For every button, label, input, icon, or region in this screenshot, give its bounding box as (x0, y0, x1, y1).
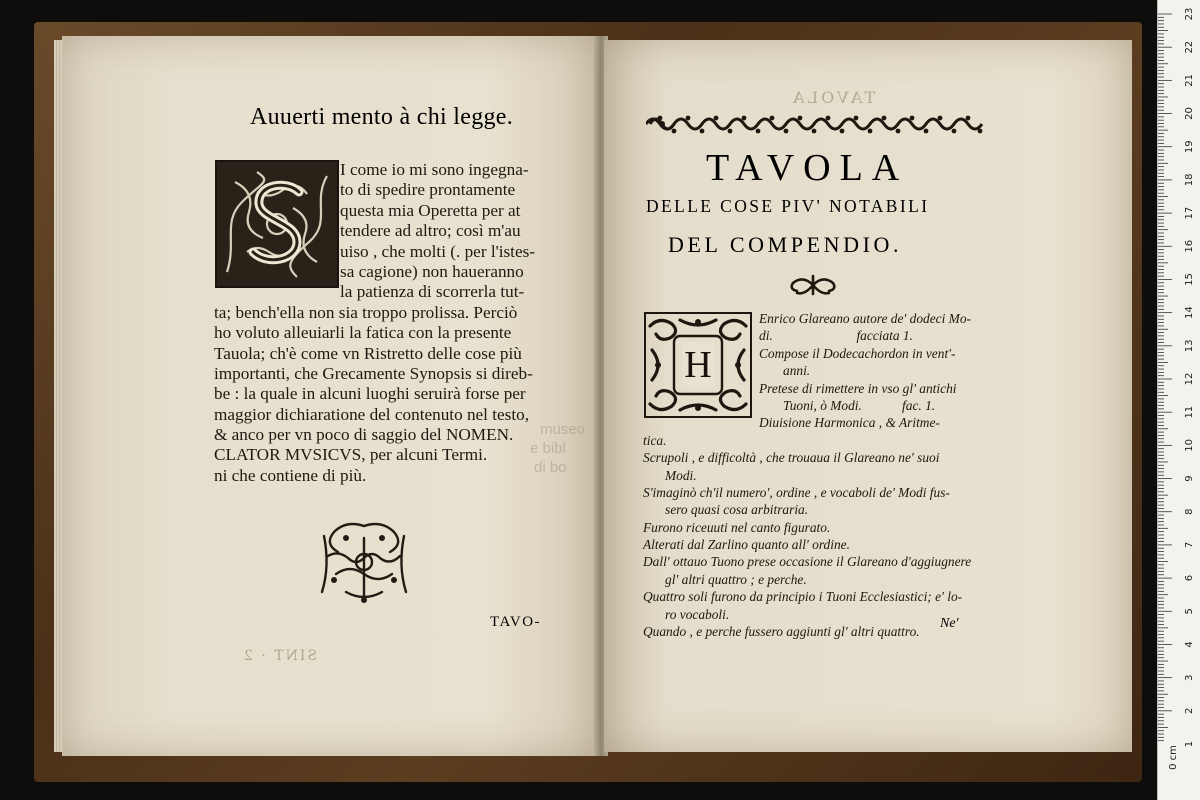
toc-line: ro vocaboli. (665, 606, 730, 622)
text-line: CLATOR MVSICVS, per alcuni Termi. (214, 445, 488, 465)
table-of-contents-entries (643, 310, 993, 640)
ruler-tick-label: 8 (1184, 508, 1195, 515)
text-line: & anco per vn poco di saggio del NOMEN. (214, 425, 514, 445)
toc-line: Diuisione Harmonica , & Aritme- (759, 415, 940, 431)
toc-line: tica. (643, 432, 667, 448)
ornamental-header-band (646, 112, 986, 136)
ruler-tick-label: 14 (1184, 306, 1195, 320)
ruler-tick-label: 4 (1184, 641, 1195, 648)
toc-line: di. facciata 1. (759, 328, 913, 344)
ruler-tick-label: 10 (1184, 438, 1195, 452)
toc-line: anni. (783, 363, 811, 379)
text-line: maggior dichiaratione del contenuto nel testo, (214, 404, 530, 424)
watermark-line: e bibl (530, 440, 566, 457)
toc-line: Alterati dal Zarlino quanto all' ordine. (643, 537, 850, 553)
watermark-line: museo (540, 421, 586, 438)
ruler-tick-label: 1 (1184, 740, 1195, 748)
text-line: la patienza di scorrerla tut- (340, 282, 525, 302)
show-through-text-right: TAVOLA (790, 88, 876, 107)
ruler-tick-label: 16 (1184, 239, 1195, 253)
left-page-paragraph (214, 160, 562, 486)
ruler-tick-label: 5 (1184, 608, 1195, 615)
library-watermark (520, 420, 650, 477)
ruler-tick-label: 20 (1184, 107, 1195, 120)
text-line: ta; bench'ella non sia troppo prolissa. Perciò (214, 302, 518, 322)
ruler-tick-label: 17 (1184, 206, 1195, 220)
text-line: importanti, che Grecamente Synopsis si direb- (214, 363, 533, 383)
toc-line: Modi. (665, 467, 697, 483)
left-catchword: TAVO- (490, 614, 542, 630)
text-line: ho voluto alleuiarli la fatica con la presente (214, 323, 512, 343)
text-line: ni che contiene di più. (214, 465, 367, 485)
toc-line: gl' altri quattro ; e perche. (665, 571, 807, 587)
toc-line: S'imaginò ch'il numero', ordine , e vocaboli de' Modi fus- (643, 484, 950, 500)
toc-line: Enrico Glareano autore de' dodeci Mo- (759, 311, 971, 326)
right-catchword: Ne' (940, 616, 959, 631)
measurement-ruler (1157, 0, 1200, 800)
toc-line: sero quasi cosa arbitraria. (665, 502, 809, 518)
woodcut-vignette (316, 516, 412, 604)
show-through-text-left: SINT · 2 (242, 648, 317, 664)
text-line: be : la quale in alcuni luoghi seruirà forse per (214, 384, 526, 404)
ruler-unit-label: 0 cm (1168, 745, 1180, 770)
ruler-tick-label: 12 (1184, 372, 1195, 386)
text-line: questa mia Operetta per at (340, 200, 521, 220)
ruler-tick-label: 15 (1184, 273, 1195, 286)
ruler-tick-label: 19 (1184, 140, 1195, 154)
text-line: Tauola; ch'è come vn Ristretto delle cose più (214, 343, 522, 363)
ruler-tick-label: 11 (1184, 405, 1195, 419)
ruler-tick-label: 18 (1184, 173, 1195, 187)
toc-line: Dall' ottauo Tuono prese occasione il Glareano d'aggiugnere (643, 554, 972, 570)
text-line: uiso , che molti (. per l'istes- (340, 241, 535, 261)
ruler-tick-label: 21 (1184, 73, 1195, 87)
ruler-tick-label: 13 (1184, 339, 1195, 353)
left-page-heading: Auuerti mento à chi legge. (250, 104, 514, 130)
toc-line: Furono riceuuti nel canto figurato. (643, 519, 831, 535)
ruler-tick-label: 22 (1184, 40, 1195, 54)
toc-line: Pretese di rimettere in vso gl' antichi (759, 380, 957, 396)
watermark-line: di bo (534, 459, 567, 476)
toc-line: Scrupoli , e difficoltà , che trouaua il Glareano ne' suoi (643, 450, 940, 466)
ruler-tick-label: 7 (1184, 541, 1195, 549)
text-line: tendere ad altro; così m'au (340, 221, 521, 241)
text-line: sa cagione) non haueranno (340, 261, 524, 281)
page-subtitle: DELLE COSE PIV' NOTABILI (646, 196, 930, 216)
ruler-tick-label: 23 (1184, 7, 1195, 21)
toc-line: Quando , e perche fussero aggiunti gl' altri quattro. (643, 624, 920, 640)
toc-line: Compose il Dodecachordon in vent'- (759, 345, 956, 361)
toc-line: Tuoni, ò Modi. fac. 1. (783, 397, 936, 413)
text-line: to di spedire prontamente (340, 180, 516, 200)
ruler-tick-label: 9 (1184, 475, 1195, 482)
fleuron-ornament (788, 272, 838, 298)
page-subtitle-2: DEL COMPENDIO. (668, 232, 903, 257)
page-title: TAVOLA (706, 147, 909, 189)
text-line: I come io mi sono ingegna- (340, 160, 529, 179)
ruler-tick-label: 3 (1184, 674, 1195, 681)
initial-letter: H (682, 342, 714, 388)
ruler-tick-label: 2 (1184, 707, 1195, 715)
ruler-tick-label: 6 (1184, 574, 1195, 582)
toc-line: Quattro soli furono da principio i Tuoni Ecclesiastici; e' lo- (643, 589, 963, 605)
